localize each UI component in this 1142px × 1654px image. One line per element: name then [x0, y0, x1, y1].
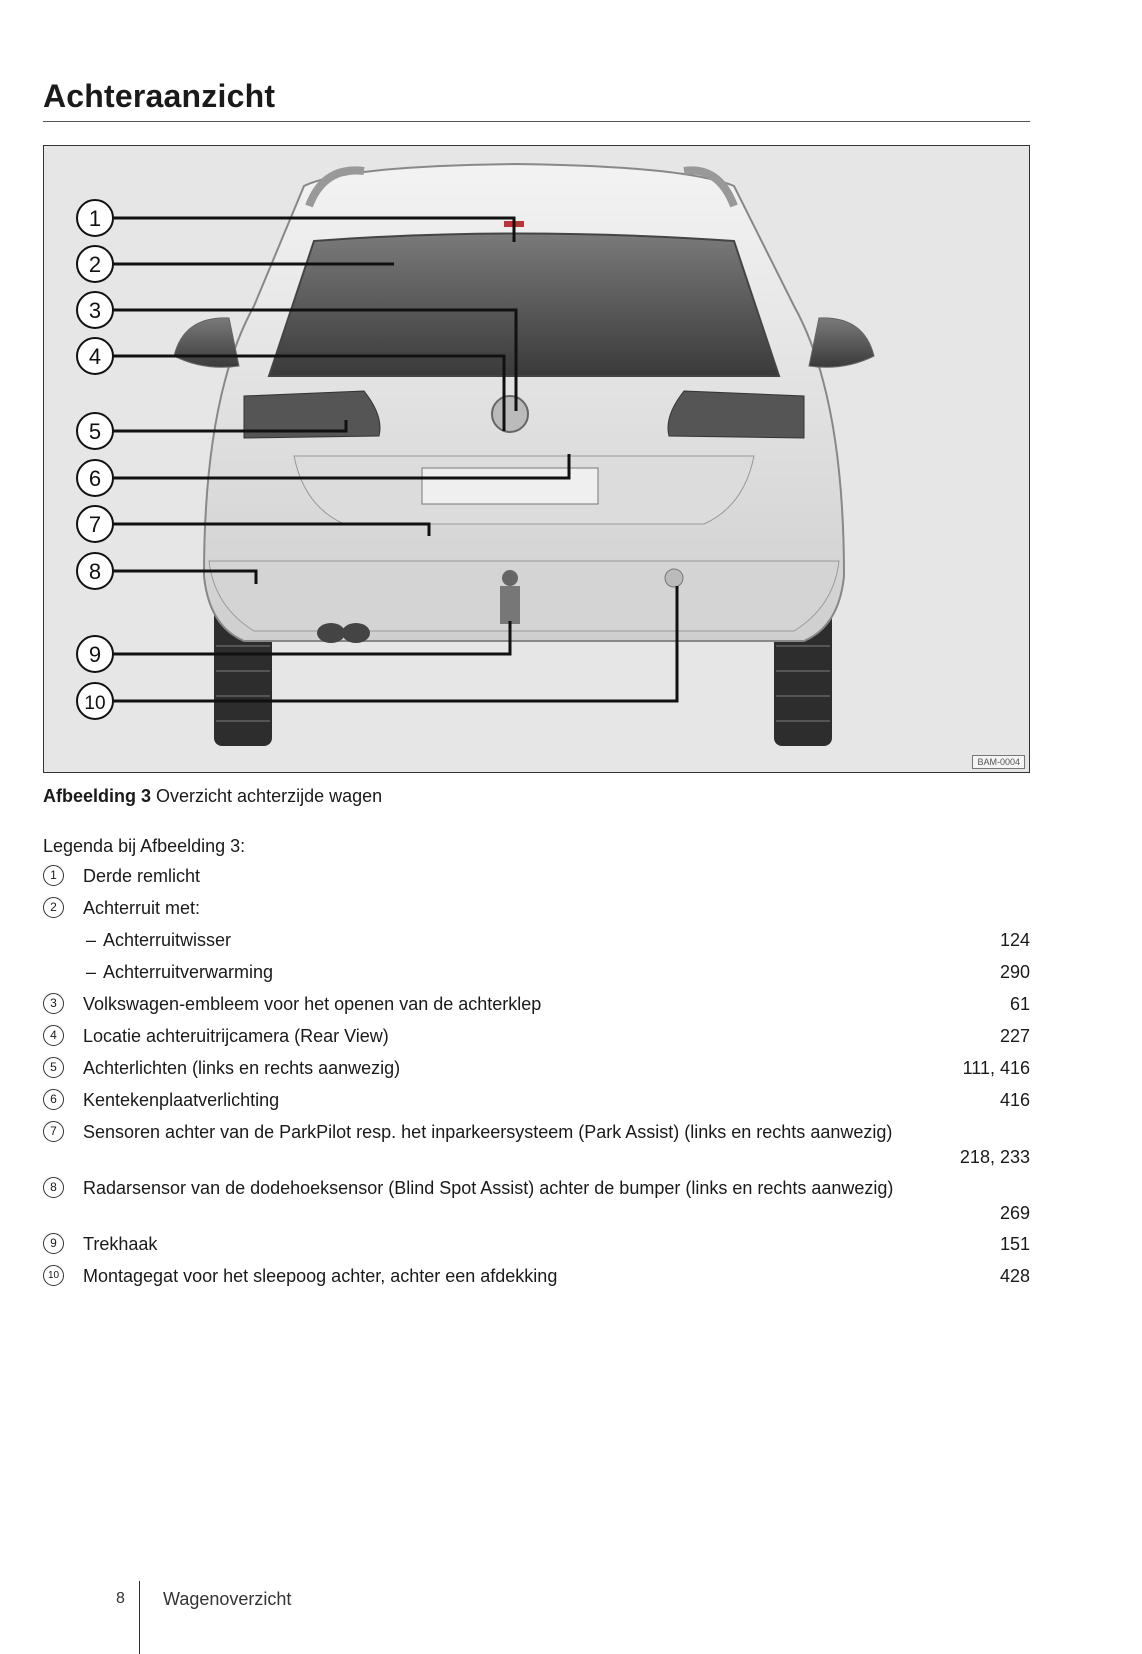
svg-text:1: 1: [88, 206, 102, 231]
legend-item: [43, 991, 1030, 1023]
svg-text:7: 7: [88, 512, 102, 537]
callout-6: [77, 460, 113, 496]
legend-text: Volkswagen-embleem voor het openen van de achterklep: [83, 994, 542, 1014]
bullet-dash: –: [86, 930, 97, 950]
legend-list: [43, 863, 1030, 1295]
legend-item: [43, 1119, 1030, 1175]
page-ref: 290: [999, 962, 1030, 982]
page-ref: 218, 233: [959, 1147, 1030, 1167]
callout-1: [77, 200, 113, 236]
legend-text: Trekhaak: [83, 1234, 158, 1254]
legend-number: 1: [43, 865, 64, 886]
callout-9: [77, 636, 113, 672]
legend-title: Legenda bij Afbeelding 3:: [43, 836, 246, 856]
footer-divider: [139, 1581, 140, 1654]
tow-hitch-ball: [502, 570, 518, 586]
page-ref: 151: [999, 1234, 1030, 1254]
legend-text: Derde remlicht: [83, 866, 201, 886]
legend-number: 10: [43, 1265, 64, 1286]
legend-subitem: [43, 927, 1030, 959]
svg-text:9: 9: [88, 642, 102, 667]
legend-subitem: [43, 959, 1030, 991]
svg-text:3: 3: [88, 298, 102, 323]
right-taillight: [668, 391, 804, 438]
callout-2: [77, 246, 113, 282]
exhaust-right: [342, 623, 370, 643]
page-ref: 227: [999, 1026, 1030, 1046]
callout-4: [77, 338, 113, 374]
callout-3: [77, 292, 113, 328]
svg-text:2: 2: [88, 252, 102, 277]
figure-code: BAM-0004: [972, 755, 1025, 769]
legend-item: [43, 863, 1030, 895]
tow-eye-cover: [665, 569, 683, 587]
legend-text: Achterruitwisser: [103, 930, 232, 950]
legend-text: Achterruit met:: [83, 898, 201, 918]
legend-number: 9: [43, 1233, 64, 1254]
page-ref: 269: [999, 1203, 1030, 1223]
legend-number: 3: [43, 993, 64, 1014]
callout-7: [77, 506, 113, 542]
exhaust-left: [317, 623, 345, 643]
svg-text:4: 4: [88, 344, 102, 369]
legend-number: 2: [43, 897, 64, 918]
svg-text:5: 5: [88, 419, 102, 444]
legend-item: [43, 1055, 1030, 1087]
title-rule: [43, 121, 1030, 122]
legend-text: Kentekenplaatverlichting: [83, 1090, 280, 1110]
page-ref: 416: [999, 1090, 1030, 1110]
svg-text:6: 6: [88, 466, 102, 491]
legend-item: [43, 895, 1030, 927]
license-plate: [422, 468, 598, 504]
caption-text: Overzicht achterzijde wagen: [156, 786, 383, 806]
rear-view-figure: [43, 145, 1030, 773]
vw-emblem: [492, 396, 528, 432]
car-rear-illustration: [44, 146, 1030, 773]
legend-text: Locatie achteruitrijcamera (Rear View): [83, 1026, 389, 1046]
bullet-dash: –: [86, 962, 97, 982]
legend-number: 6: [43, 1089, 64, 1110]
footer-page-number: 8: [116, 1590, 125, 1607]
legend-text: Sensoren achter van de ParkPilot resp. het inparkeersysteem (Park Assist) (links en rechts aanwezig): [83, 1122, 893, 1142]
svg-text:10: 10: [84, 693, 106, 714]
svg-text:8: 8: [88, 559, 102, 584]
legend-text: Achterruitverwarming: [103, 962, 274, 982]
legend-item: [43, 1263, 1030, 1295]
callout-5: [77, 413, 113, 449]
footer-section: Wagenoverzicht: [163, 1589, 292, 1609]
legend-number: 8: [43, 1177, 64, 1198]
legend-text: Radarsensor van de dodehoeksensor (Blind Spot Assist) achter de bumper (links en rechts aanwezig): [83, 1178, 894, 1198]
caption-label: Afbeelding 3: [43, 786, 152, 806]
legend-item: [43, 1175, 1030, 1231]
legend-text: Achterlichten (links en rechts aanwezig): [83, 1058, 401, 1078]
page-ref: 111, 416: [962, 1058, 1030, 1078]
callout-10: [77, 683, 113, 719]
callout-8: [77, 553, 113, 589]
legend-item: [43, 1023, 1030, 1055]
legend-number: 5: [43, 1057, 64, 1078]
legend-number: 7: [43, 1121, 64, 1142]
legend-item: [43, 1231, 1030, 1263]
page-ref: 124: [999, 930, 1030, 950]
legend-text: Montagegat voor het sleepoog achter, achter een afdekking: [83, 1266, 558, 1286]
page-ref: 428: [999, 1266, 1030, 1286]
page-ref: 61: [1009, 994, 1030, 1014]
legend-item: [43, 1087, 1030, 1119]
figure-caption: [43, 786, 382, 807]
page-title: Achteraanzicht: [43, 78, 276, 114]
legend-number: 4: [43, 1025, 64, 1046]
